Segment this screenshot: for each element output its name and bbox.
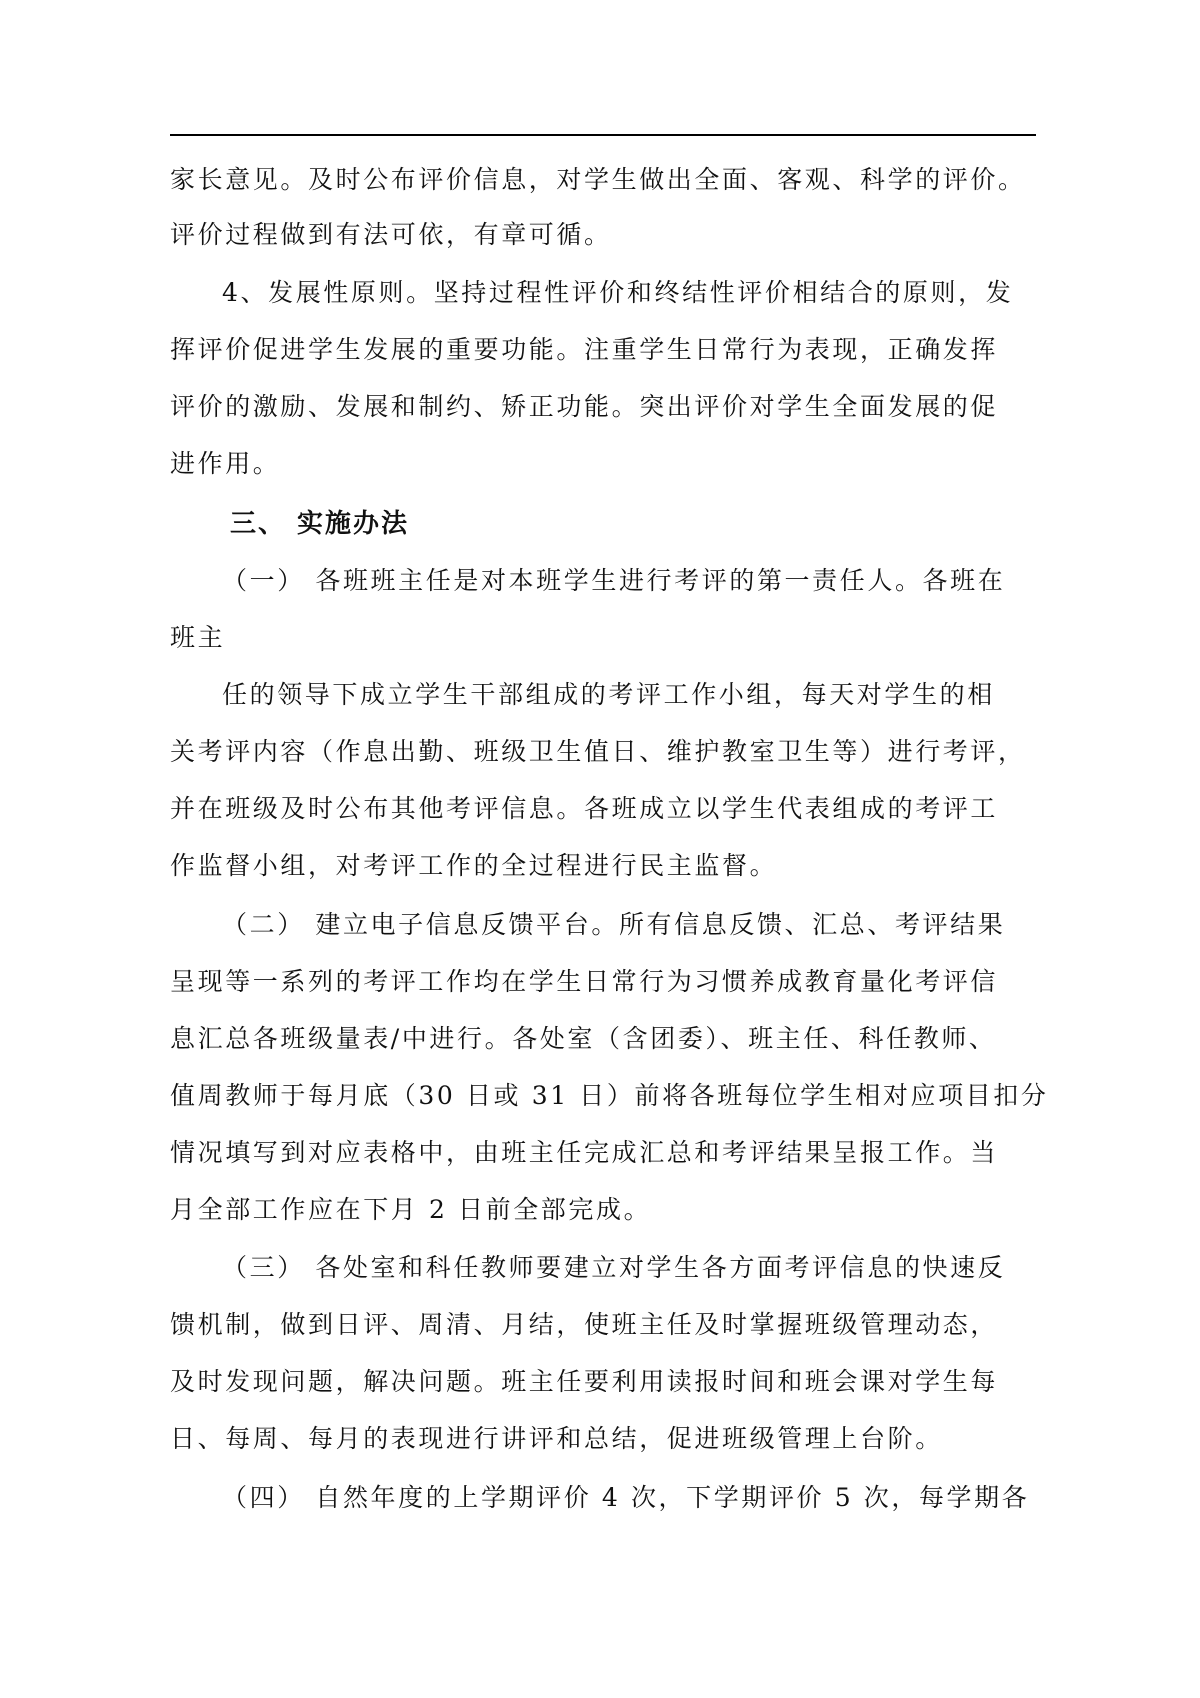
text-line: 值周教师于每月底（30 日或 31 日）前将各班每位学生相对应项目扣分 xyxy=(170,1081,1049,1110)
text-line: 呈现等一系列的考评工作均在学生日常行为习惯养成教育量化考评信 xyxy=(170,967,999,996)
text-line: 月全部工作应在下月 2 日前全部完成。 xyxy=(170,1195,652,1224)
text-line: 及时发现问题，解决问题。班主任要利用读报时间和班会课对学生每 xyxy=(170,1367,999,1396)
header-rule xyxy=(170,134,1036,136)
text-line: 挥评价促进学生发展的重要功能。注重学生日常行为表现，正确发挥 xyxy=(170,335,999,364)
text-line: 情况填写到对应表格中，由班主任完成汇总和考评结果呈报工作。当 xyxy=(170,1138,999,1167)
text-line: 评价的激励、发展和制约、矫正功能。突出评价对学生全面发展的促 xyxy=(170,392,999,421)
text-line: 家长意见。及时公布评价信息，对学生做出全面、客观、科学的评价。 xyxy=(170,165,1026,194)
text-line: （三） 各处室和科任教师要建立对学生各方面考评信息的快速反 xyxy=(222,1253,1006,1282)
text-line: 息汇总各班级量表/中进行。各处室（含团委）、班主任、科任教师、 xyxy=(170,1024,997,1053)
text-line: 日、每周、每月的表现进行讲评和总结，促进班级管理上台阶。 xyxy=(170,1424,943,1453)
text-line: （四） 自然年度的上学期评价 4 次，下学期评价 5 次，每学期各 xyxy=(222,1483,1030,1512)
section-heading: 三、 实施办法 xyxy=(230,509,410,539)
text-line: 班主 xyxy=(170,623,226,652)
text-line: （二） 建立电子信息反馈平台。所有信息反馈、汇总、考评结果 xyxy=(222,910,1006,939)
text-line: 评价过程做到有法可依，有章可循。 xyxy=(170,220,612,249)
text-line: 并在班级及时公布其他考评信息。各班成立以学生代表组成的考评工 xyxy=(170,794,999,823)
text-line: 4、发展性原则。坚持过程性评价和终结性评价相结合的原则，发 xyxy=(222,278,1014,307)
text-line: 作监督小组，对考评工作的全过程进行民主监督。 xyxy=(170,851,778,880)
text-line: （一） 各班班主任是对本班学生进行考评的第一责任人。各班在 xyxy=(222,566,1006,595)
text-line: 任的领导下成立学生干部组成的考评工作小组，每天对学生的相 xyxy=(222,680,995,709)
text-line: 馈机制，做到日评、周清、月结，使班主任及时掌握班级管理动态， xyxy=(170,1310,999,1339)
text-line: 关考评内容（作息出勤、班级卫生值日、维护教室卫生等）进行考评， xyxy=(170,737,1026,766)
text-line: 进作用。 xyxy=(170,449,281,478)
